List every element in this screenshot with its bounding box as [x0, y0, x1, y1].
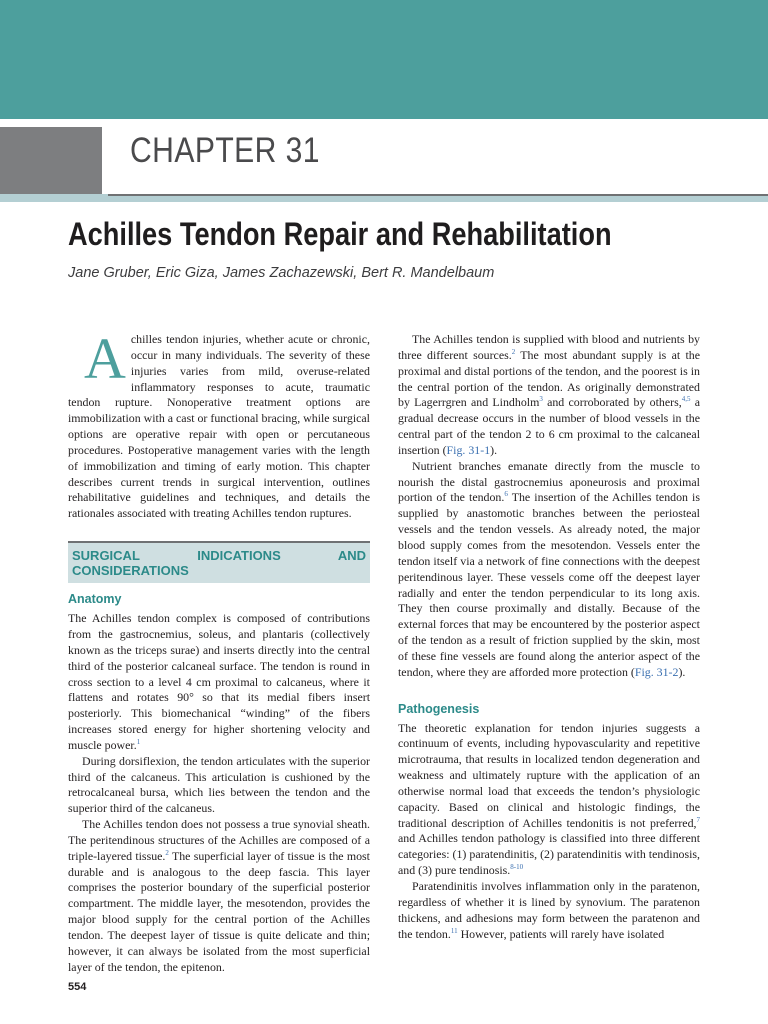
subheading-pathogenesis: Pathogenesis — [398, 701, 480, 716]
citation[interactable]: 7 — [696, 815, 700, 824]
page-title: Achilles Tendon Repair and Rehabilitation — [68, 216, 612, 252]
citation[interactable]: 2 — [165, 848, 169, 857]
chapter-tab-block — [0, 127, 102, 194]
body-paragraph: The theoretic explanation for tendon injuries suggests a continuum of events, including hypovascularity and repetitive microtrauma, that results in localized tendon degeneration and weakness and ultimately rupture with the application of an otherwise normal load that exceeds the tendon’s physiologic capacity. Based on clinical and histologic findings, the traditional description of Achilles tendonitis is not preferred,$^7$ and Achilles tendon pathology is classified into three different categories: (1) paratendinitis, (2) paratendinitis with tendinosis, and (3) pure tendinosis.$^{8-10}$ — [398, 720, 700, 878]
intro-paragraph: Achilles tendon injuries, whether acute or chronic, occur in many individuals. The severity of these injuries varies from mild, overuse-related inflammatory responses to acute, traumatic tendon rupture. Nonoperative treatment options are immobilization with a cast or functional bracing, while surgical options are operative repair with open or percutaneous procedures. Postoperative management varies with the length of immobilization and timing of early motion. This chapter describes current trends in surgical intervention, outlines rehabilitative guidelines and techniques, and details the rationales associated with treating Achilles tendon ruptures. — [68, 326, 370, 521]
body-paragraph: During dorsiflexion, the tendon articulates with the superior third of the calcaneus. This articulation is cushioned by the retrocalcaneal bursa, which lies between the tendon and the superior third of the calcaneus. — [68, 753, 370, 816]
right-column — [398, 332, 700, 942]
figure-link[interactable]: Fig. 31-1 — [446, 442, 491, 457]
body-paragraph: The Achilles tendon is supplied with blood and nutrients by three different sources.$^2$ The most abundant supply is at the proximal and distal portions of the tendon, and the poorest is in the central portion of the tendon. As originally demonstrated by Lagerrgren and Lindholm$^3$ and corroborated by others,$^{4,5}$ a gradual decrease occurs in the number of blood vessels in the central part of the tendon 2 to 6 cm proximal to the calcaneal insertion (Fig. 31-1). — [398, 332, 700, 457]
body-paragraph: Nutrient branches emanate directly from the muscle to nourish the distal gastrocnemius aponeurosis and proximal portion of the tendon.$^6$ The insertion of the Achilles tendon is supplied by anastomotic branches between the periosteal vessels and the tendon vessels. As already noted, the major blood supply comes from the mesotendon. Vessels enter the tendon itself via a network of fine connections with the deepest peritendinous layer. These vessels come off the deepest layer radially and enter the tendon perpendicular to its long axis. They then course proximally and distally. Because of the external forces that may be encountered by the posterior aspect of the tendon as a result of friction supplied by the skin, most of these fine vessels are found along the anterior aspect of the tendon, where they are afforded more protection (Fig. 31-2). — [398, 458, 700, 679]
citation[interactable]: 3 — [539, 395, 543, 404]
author-list: Jane Gruber, Eric Giza, James Zachazewski, Bert R. Mandelbaum — [68, 265, 495, 281]
page-number: 554 — [68, 981, 87, 993]
citation[interactable]: 6 — [504, 490, 508, 499]
citation[interactable]: 8-10 — [510, 863, 524, 872]
body-paragraph: Paratendinitis involves inflammation only in the paratenon, regardless of whether it is lined by synovium. The paratenon thickens, and adhesions may form between the paratenon and the tendon.$^{11}$ However, patients will rarely have isolated — [398, 879, 700, 941]
citation[interactable]: 4,5 — [681, 395, 691, 404]
figure-link[interactable]: Fig. 31-2 — [634, 664, 679, 679]
chapter-label: CHAPTER 31 — [130, 131, 320, 170]
citation[interactable]: 11 — [450, 926, 458, 935]
citation[interactable]: 2 — [511, 347, 516, 356]
body-paragraph: The Achilles tendon does not possess a true synovial sheath. The peritendinous structures of the Achilles are composed of a triple-layered tissue.$^2$ The superficial layer of tissue is the most durable and is analogous to the deep fascia. This layer comprises the posterior boundary of the superficial posterior compartment. The middle layer, the mesotendon, provides the major blood supply for the central portion of the Achilles tendon. The deepest layer of tissue is quite delicate and thin; however, it can always be isolated from the most superficial layer of the tendon, the epitenon. — [68, 817, 370, 974]
drop-cap: A — [84, 326, 126, 391]
subheading-anatomy: Anatomy — [68, 592, 122, 607]
header-band — [0, 0, 768, 119]
left-column — [68, 326, 370, 976]
header-rule-line — [108, 194, 768, 196]
citation[interactable]: 1 — [136, 737, 141, 746]
section-heading: SURGICAL INDICATIONS AND CONSIDERATIONS — [68, 541, 370, 583]
body-paragraph: The Achilles tendon complex is composed of contributions from the gastrocnemius, soleus, and plantaris (collectively known as the triceps surae) and inserts directly into the central third of the posterior calcaneal surface. The tendon is round in cross section to a level 4 cm proximal to calcaneus, where it flattens and rotates 90° so that its medial fibers insert posteriorly. This biomechanical “winding” of the fibers increases stored energy for higher shortening velocity and muscle power.$^1$ — [68, 611, 370, 752]
